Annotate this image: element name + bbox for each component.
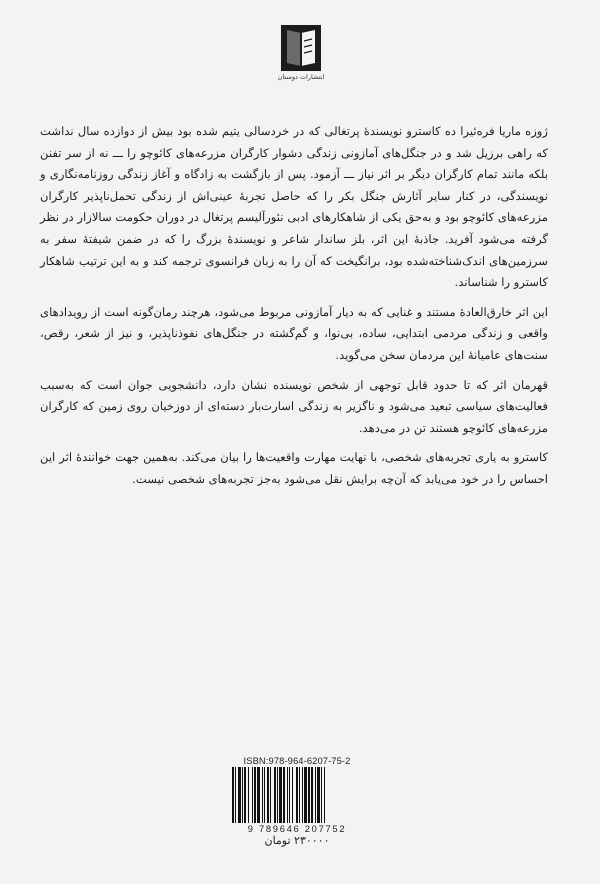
publisher-name: انتشارات دوستان [277, 73, 325, 81]
back-cover-text [40, 121, 548, 499]
paragraph-4: کاسترو به یاری تجربه‌های شخصی، با نهایت مهارت واقعیت‌ها را بیان می‌کند. به‌همین جهت خوانندهٔ اثر این احساس را در خود می‌یابد که آن‌چه برایش نقل می‌شود به‌جز تجربه‌های شخصی نیست. [40, 450, 548, 486]
price: ۲۳۰۰۰۰ تومان [264, 834, 330, 847]
isbn-label: ISBN:978-964-6207-75-2 [243, 755, 351, 766]
isbn-block [228, 755, 366, 834]
paragraph-2: این اثر خارق‌العادهٔ مستند و غنایی که به دیار آمازونی مربوط می‌شود، هرچند رمان‌گونه است از رویدادهای واقعی و زندگی مردمی ابتدایی، ساده، بی‌نوا، و گم‌گشته در جنگل‌های نفوذناپذیر، و نیز از شعر، رقص، سنت‌های عامیانهٔ این مردمان سخن می‌گوید. [40, 304, 548, 362]
paragraph-3: قهرمان اثر که تا حدود قابل توجهی از شخص نویسنده نشان دارد، دانشجویی جوان است که به‌سبب فعالیت‌های سیاسی تبعید می‌شود و ناگزیر به زندگی اسارت‌بار دسته‌ای از دوزخیان روی زمین که کارگران مزرعه‌های کائوچو هستند تن در می‌دهد. [40, 377, 548, 435]
paragraph-1: ژوزه ماریا فره‌ئیرا ده کاسترو نویسندهٔ پرتغالی که در خردسالی یتیم شده بود بیش از دوازده سال نداشت که راهی برزیل شد و در جنگل‌های آمازونی زندگی دشوار کارگران مزرعه‌های کائوچو را ـــ نه از سر تفنن بلکه مانند تمام کارگران دیگر بر اثر نیاز ـــ آزمود. پس از بازگشت به زادگاه و آغاز زندگی روزنامه‌نگاری و نویسندگی، در کنار سایر آثارش جنگل بکر را که حاصل تجربهٔ عینی‌اش از زندگی تحمل‌ناپذیر کارگران مزرعه‌های کائوچو بود و به‌حق یکی از شاهکارهای ادبی نئورآلیسم پرتغال در دوران حکومت سالازار در نظر گرفته می‌شود آفرید. جاذبهٔ این اثر، بلز ساندار شاعر و نویسندهٔ بزرگ را که در ضمن شیفتهٔ سفر به سرزمین‌های اندک‌شناخته‌شده بود، برانگیخت که آن را به زبان فرانسوی ترجمه کند و به این ترتیب شاهکار کاسترو را شناساند. [40, 124, 548, 290]
barcode-icon [228, 767, 366, 823]
open-book-logo-icon [281, 25, 321, 71]
barcode [228, 767, 366, 823]
publisher-logo [272, 25, 330, 81]
barcode-number: 9 789646 207752 [247, 823, 347, 834]
